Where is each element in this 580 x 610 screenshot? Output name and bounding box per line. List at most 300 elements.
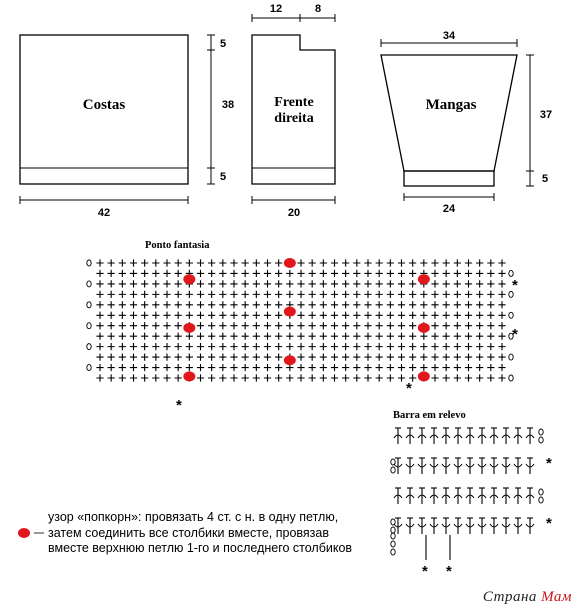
sc-stitch — [197, 270, 204, 277]
sc-stitch — [353, 374, 360, 381]
sc-stitch — [309, 301, 316, 308]
sc-stitch — [387, 343, 394, 350]
sc-stitch — [208, 280, 215, 287]
sc-stitch — [476, 259, 483, 266]
sc-stitch — [320, 301, 327, 308]
sc-stitch — [119, 353, 126, 360]
sc-stitch — [175, 312, 182, 319]
sc-stitch — [96, 353, 103, 360]
sc-stitch — [130, 270, 137, 277]
sc-stitch — [342, 343, 349, 350]
sc-stitch — [431, 343, 438, 350]
sc-stitch — [230, 374, 237, 381]
sc-stitch — [431, 291, 438, 298]
sc-stitch — [108, 364, 115, 371]
sc-stitch — [342, 322, 349, 329]
front-top-right: 8 — [314, 3, 322, 15]
sc-stitch — [197, 280, 204, 287]
sc-stitch — [219, 343, 226, 350]
sc-stitch — [376, 364, 383, 371]
sc-stitch — [420, 353, 427, 360]
sc-stitch — [297, 312, 304, 319]
sc-stitch — [130, 343, 137, 350]
sc-stitch — [253, 301, 260, 308]
sc-stitch — [242, 374, 249, 381]
sc-stitch — [309, 270, 316, 277]
sc-stitch — [476, 312, 483, 319]
sc-stitch — [286, 291, 293, 298]
sc-stitch — [454, 374, 461, 381]
sc-stitch — [331, 374, 338, 381]
sc-stitch — [364, 301, 371, 308]
sc-stitch — [264, 333, 271, 340]
front-top-left: 12 — [269, 3, 283, 15]
sc-stitch — [487, 353, 494, 360]
sc-stitch — [320, 353, 327, 360]
sc-stitch — [219, 364, 226, 371]
sleeve-outline — [381, 55, 517, 171]
sc-stitch — [353, 280, 360, 287]
sc-stitch — [163, 364, 170, 371]
sc-stitch — [376, 343, 383, 350]
fancy-asterisk-bottom-right: * — [406, 380, 412, 397]
sc-stitch — [409, 322, 416, 329]
sc-stitch — [387, 280, 394, 287]
turning-chain — [539, 437, 543, 443]
sc-stitch — [443, 259, 450, 266]
sc-stitch — [130, 364, 137, 371]
sc-stitch — [108, 291, 115, 298]
sc-stitch — [476, 301, 483, 308]
sc-stitch — [420, 343, 427, 350]
sc-stitch — [141, 364, 148, 371]
sc-stitch — [398, 322, 405, 329]
sc-stitch — [487, 333, 494, 340]
sc-stitch — [130, 333, 137, 340]
sc-stitch — [242, 353, 249, 360]
sc-stitch — [331, 343, 338, 350]
sc-stitch — [152, 333, 159, 340]
sc-stitch — [498, 364, 505, 371]
sc-stitch — [297, 343, 304, 350]
sc-stitch — [141, 259, 148, 266]
sc-stitch — [108, 343, 115, 350]
sc-stitch — [152, 364, 159, 371]
sc-stitch — [498, 301, 505, 308]
sc-stitch — [409, 343, 416, 350]
sc-stitch — [219, 270, 226, 277]
sc-stitch — [387, 353, 394, 360]
sleeve-top-width: 34 — [442, 30, 456, 42]
sc-stitch — [275, 322, 282, 329]
sc-stitch — [119, 291, 126, 298]
sc-stitch — [431, 374, 438, 381]
sc-stitch — [108, 270, 115, 277]
turning-chain — [391, 459, 395, 465]
sc-stitch — [465, 374, 472, 381]
sc-stitch — [197, 353, 204, 360]
sc-stitch — [498, 374, 505, 381]
sc-stitch — [264, 353, 271, 360]
sc-stitch — [242, 301, 249, 308]
sc-stitch — [197, 322, 204, 329]
sc-stitch — [219, 333, 226, 340]
sc-stitch — [130, 322, 137, 329]
sc-stitch — [208, 364, 215, 371]
relief-bar-chart — [391, 428, 543, 560]
sc-stitch — [443, 322, 450, 329]
sc-stitch — [498, 270, 505, 277]
sc-stitch — [297, 333, 304, 340]
front-label-line1: Frente — [274, 95, 314, 110]
sc-stitch — [219, 312, 226, 319]
sc-stitch — [320, 270, 327, 277]
sc-stitch — [409, 270, 416, 277]
sc-stitch — [197, 343, 204, 350]
sleeve-bottom-width: 24 — [442, 203, 456, 215]
sc-stitch — [387, 259, 394, 266]
sc-stitch — [163, 312, 170, 319]
sc-stitch — [476, 374, 483, 381]
sc-stitch — [443, 291, 450, 298]
sc-stitch — [409, 291, 416, 298]
sc-stitch — [230, 301, 237, 308]
sc-stitch — [264, 301, 271, 308]
chain-stitch — [87, 260, 91, 266]
sc-stitch — [364, 333, 371, 340]
back-height: 38 — [221, 99, 235, 111]
sc-stitch — [320, 343, 327, 350]
sc-stitch — [420, 312, 427, 319]
sc-stitch — [208, 312, 215, 319]
sc-stitch — [208, 333, 215, 340]
sc-stitch — [409, 312, 416, 319]
sc-stitch — [253, 259, 260, 266]
sc-stitch — [96, 280, 103, 287]
sc-stitch — [119, 322, 126, 329]
chain-stitch — [87, 344, 91, 350]
sc-stitch — [309, 343, 316, 350]
turning-chain — [539, 489, 543, 495]
sc-stitch — [230, 333, 237, 340]
sc-stitch — [286, 374, 293, 381]
sc-stitch — [152, 312, 159, 319]
sc-stitch — [242, 364, 249, 371]
sc-stitch — [197, 259, 204, 266]
sc-stitch — [443, 301, 450, 308]
sc-stitch — [331, 322, 338, 329]
sc-stitch — [465, 333, 472, 340]
sc-stitch — [297, 374, 304, 381]
sc-stitch — [253, 364, 260, 371]
sc-stitch — [108, 322, 115, 329]
sc-stitch — [476, 353, 483, 360]
sc-stitch — [297, 259, 304, 266]
sc-stitch — [152, 374, 159, 381]
sc-stitch — [130, 353, 137, 360]
sc-stitch — [487, 270, 494, 277]
sc-stitch — [331, 270, 338, 277]
sc-stitch — [443, 270, 450, 277]
sleeve-cuff — [404, 171, 494, 186]
sc-stitch — [264, 280, 271, 287]
sc-stitch — [175, 333, 182, 340]
fancy-stitch-chart — [87, 259, 513, 381]
sc-stitch — [119, 343, 126, 350]
sc-stitch — [420, 291, 427, 298]
sc-stitch — [487, 301, 494, 308]
sc-stitch — [275, 333, 282, 340]
sc-stitch — [443, 343, 450, 350]
popcorn-stitch — [183, 323, 195, 333]
sc-stitch — [230, 322, 237, 329]
sc-stitch — [309, 374, 316, 381]
sc-stitch — [264, 343, 271, 350]
sc-stitch — [398, 291, 405, 298]
sc-stitch — [309, 280, 316, 287]
sc-stitch — [487, 322, 494, 329]
sc-stitch — [487, 312, 494, 319]
popcorn-stitch — [284, 307, 296, 317]
sc-stitch — [286, 333, 293, 340]
popcorn-symbol — [18, 528, 30, 538]
sc-stitch — [141, 374, 148, 381]
sc-stitch — [420, 333, 427, 340]
sc-stitch — [320, 322, 327, 329]
sc-stitch — [476, 270, 483, 277]
sc-stitch — [454, 291, 461, 298]
sc-stitch — [208, 353, 215, 360]
sc-stitch — [163, 333, 170, 340]
sc-stitch — [275, 301, 282, 308]
watermark-word-1: Страна — [482, 589, 542, 605]
sc-stitch — [465, 343, 472, 350]
sc-stitch — [175, 270, 182, 277]
sc-stitch — [331, 291, 338, 298]
sc-stitch — [108, 333, 115, 340]
sc-stitch — [476, 364, 483, 371]
legend-dash — [34, 532, 44, 534]
fancy-asterisk-mid: * — [512, 326, 518, 343]
sc-stitch — [376, 280, 383, 287]
sc-stitch — [163, 343, 170, 350]
sc-stitch — [297, 322, 304, 329]
sc-stitch — [275, 353, 282, 360]
turning-chain — [391, 467, 395, 473]
sc-stitch — [353, 343, 360, 350]
sc-stitch — [364, 312, 371, 319]
sc-stitch — [431, 353, 438, 360]
sc-stitch — [443, 312, 450, 319]
sc-stitch — [342, 280, 349, 287]
fancy-stitch-title: Ponto fantasia — [145, 240, 210, 251]
popcorn-stitch — [183, 274, 195, 284]
sc-stitch — [331, 301, 338, 308]
sc-stitch — [342, 333, 349, 340]
relief-asterisk-lower: * — [546, 515, 552, 532]
sc-stitch — [398, 280, 405, 287]
sc-stitch — [264, 312, 271, 319]
fancy-stitch-popcorns — [183, 258, 430, 381]
relief-asterisk-bottom-right: * — [446, 563, 452, 580]
sc-stitch — [175, 301, 182, 308]
sc-stitch — [130, 280, 137, 287]
sc-stitch — [431, 280, 438, 287]
sc-stitch — [186, 343, 193, 350]
sc-stitch — [119, 280, 126, 287]
sc-stitch — [454, 301, 461, 308]
sc-stitch — [219, 280, 226, 287]
sc-stitch — [141, 353, 148, 360]
fancy-asterisk-bottom-left: * — [176, 397, 182, 414]
sc-stitch — [320, 291, 327, 298]
sc-stitch — [108, 301, 115, 308]
sc-stitch — [376, 270, 383, 277]
sc-stitch — [264, 364, 271, 371]
chain-stitch — [509, 375, 513, 381]
sc-stitch — [342, 312, 349, 319]
sc-stitch — [186, 364, 193, 371]
sc-stitch — [376, 322, 383, 329]
sc-stitch — [320, 312, 327, 319]
sc-stitch — [443, 364, 450, 371]
sc-stitch — [152, 280, 159, 287]
popcorn-stitch — [284, 258, 296, 268]
sc-stitch — [130, 259, 137, 266]
sc-stitch — [197, 333, 204, 340]
sc-stitch — [454, 333, 461, 340]
popcorn-stitch — [418, 274, 430, 284]
sc-stitch — [487, 374, 494, 381]
sc-stitch — [398, 343, 405, 350]
sc-stitch — [253, 353, 260, 360]
sc-stitch — [476, 333, 483, 340]
sc-stitch — [364, 364, 371, 371]
sc-stitch — [331, 259, 338, 266]
front-width: 20 — [287, 207, 301, 219]
sc-stitch — [309, 333, 316, 340]
sc-stitch — [420, 259, 427, 266]
sc-stitch — [487, 291, 494, 298]
sc-stitch — [331, 333, 338, 340]
sc-stitch — [364, 291, 371, 298]
sc-stitch — [186, 301, 193, 308]
sc-stitch — [431, 259, 438, 266]
sc-stitch — [376, 333, 383, 340]
chain-stitch — [87, 365, 91, 371]
sc-stitch — [264, 322, 271, 329]
sc-stitch — [264, 270, 271, 277]
sc-stitch — [175, 280, 182, 287]
sc-stitch — [163, 374, 170, 381]
sc-stitch — [376, 301, 383, 308]
sc-stitch — [443, 280, 450, 287]
sc-stitch — [454, 312, 461, 319]
sc-stitch — [409, 353, 416, 360]
sc-stitch — [297, 280, 304, 287]
sc-stitch — [398, 333, 405, 340]
watermark — [483, 589, 572, 606]
sc-stitch — [387, 301, 394, 308]
sc-stitch — [353, 259, 360, 266]
sc-stitch — [242, 312, 249, 319]
sc-stitch — [96, 312, 103, 319]
sc-stitch — [387, 322, 394, 329]
sc-stitch — [230, 280, 237, 287]
sc-stitch — [163, 280, 170, 287]
sc-stitch — [275, 259, 282, 266]
sc-stitch — [208, 301, 215, 308]
relief-asterisk-upper: * — [546, 455, 552, 472]
sc-stitch — [331, 312, 338, 319]
sc-stitch — [398, 312, 405, 319]
sc-stitch — [96, 270, 103, 277]
sc-stitch — [498, 312, 505, 319]
sleeve-label: Mangas — [425, 97, 477, 113]
sc-stitch — [242, 270, 249, 277]
sc-stitch — [230, 364, 237, 371]
sc-stitch — [175, 343, 182, 350]
sc-stitch — [119, 270, 126, 277]
sc-stitch — [398, 374, 405, 381]
sc-stitch — [253, 312, 260, 319]
sc-stitch — [420, 301, 427, 308]
sc-stitch — [96, 291, 103, 298]
sc-stitch — [342, 259, 349, 266]
sc-stitch — [376, 374, 383, 381]
sc-stitch — [108, 374, 115, 381]
sc-stitch — [230, 270, 237, 277]
sc-stitch — [342, 353, 349, 360]
sc-stitch — [219, 374, 226, 381]
sc-stitch — [130, 301, 137, 308]
sc-stitch — [454, 353, 461, 360]
sc-stitch — [342, 364, 349, 371]
sc-stitch — [119, 312, 126, 319]
sc-stitch — [119, 364, 126, 371]
sc-stitch — [409, 301, 416, 308]
sc-stitch — [253, 343, 260, 350]
sc-stitch — [498, 259, 505, 266]
sc-stitch — [431, 322, 438, 329]
sc-stitch — [364, 343, 371, 350]
sc-stitch — [264, 259, 271, 266]
sc-stitch — [297, 291, 304, 298]
sc-stitch — [141, 291, 148, 298]
sc-stitch — [219, 301, 226, 308]
sc-stitch — [309, 322, 316, 329]
sc-stitch — [454, 280, 461, 287]
sc-stitch — [454, 364, 461, 371]
back-label: Costas — [82, 97, 126, 113]
sc-stitch — [398, 364, 405, 371]
sc-stitch — [119, 259, 126, 266]
sc-stitch — [253, 333, 260, 340]
sc-stitch — [431, 312, 438, 319]
sc-stitch — [152, 259, 159, 266]
sc-stitch — [387, 270, 394, 277]
front-piece — [252, 3, 335, 219]
chain-stitch — [509, 312, 513, 318]
sc-stitch — [275, 374, 282, 381]
sc-stitch — [108, 280, 115, 287]
sc-stitch — [409, 364, 416, 371]
sc-stitch — [498, 280, 505, 287]
sc-stitch — [476, 322, 483, 329]
sc-stitch — [431, 364, 438, 371]
sc-stitch — [297, 270, 304, 277]
sc-stitch — [487, 280, 494, 287]
